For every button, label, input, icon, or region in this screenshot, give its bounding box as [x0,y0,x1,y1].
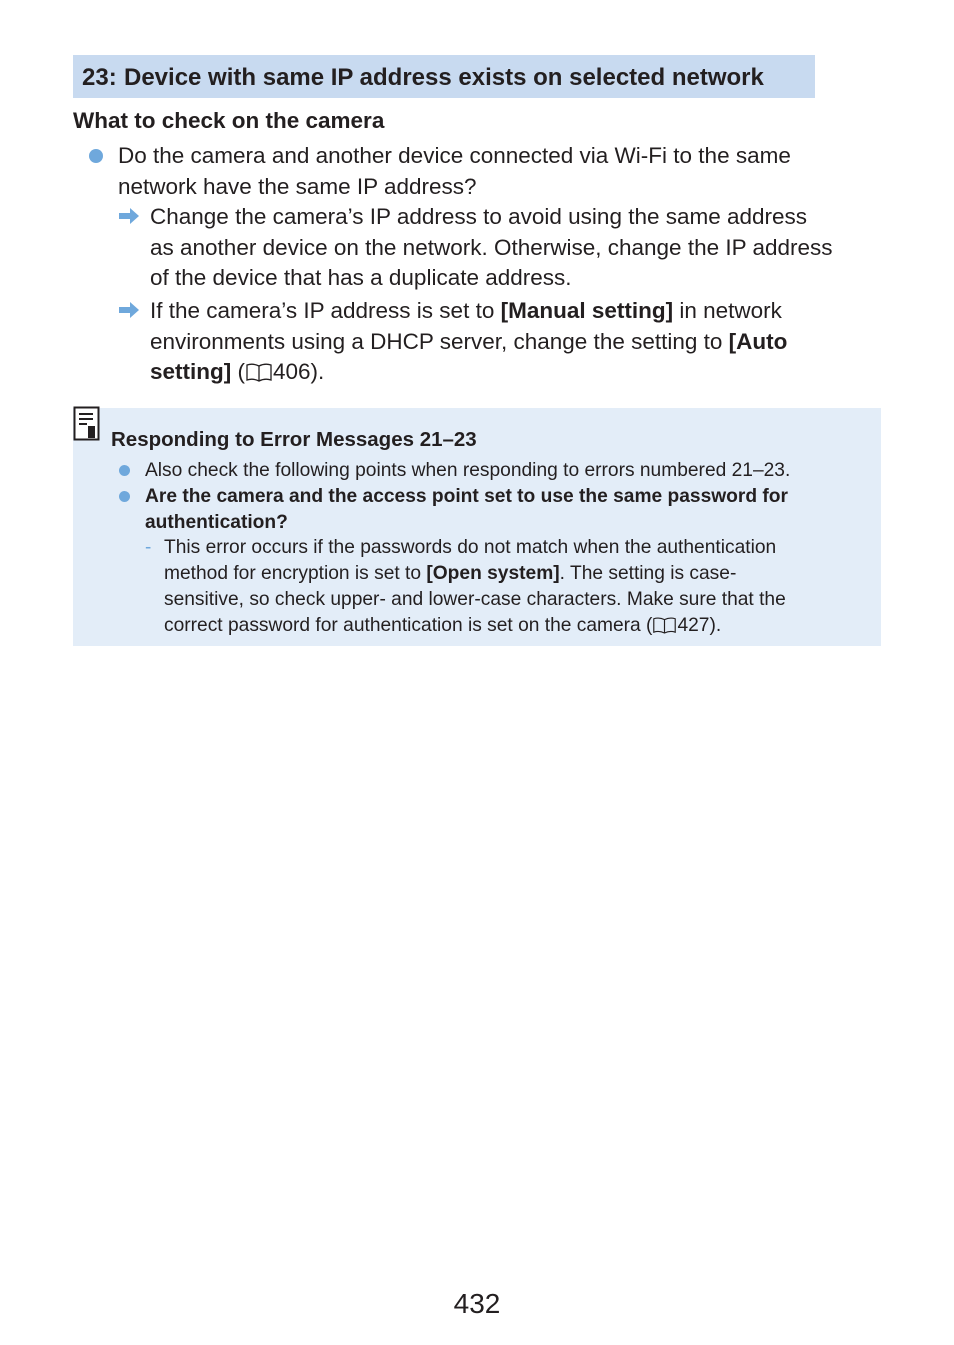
book-reference-icon [245,362,273,382]
note-item [145,484,788,536]
note-subitem-line: sensitive, so check upper- and lower-case characters. Make sure that the [164,589,786,610]
arrow-item-line [150,296,787,327]
note-subitem-line [164,613,786,639]
book-reference-icon [652,616,677,634]
text-run: environments using a DHCP server, change the setting to [150,328,729,354]
text-run: in network [673,298,782,323]
page-reference[interactable]: 427 [677,615,710,636]
arrow-item-line [150,357,787,388]
dash-marker: - [145,537,152,558]
arrow-item-text [150,202,833,294]
note-subitem-line: This error occurs if the passwords do not match when the authentication [164,537,777,558]
note-subitem-line [164,561,786,587]
note-box [73,408,881,646]
setting-name-open-system: [Open system] [426,563,560,584]
text-run: If the camera’s IP address is set to [150,298,501,323]
text-run: ). [709,615,722,636]
memo-note-icon [73,406,101,442]
note-item-line: authentication? [145,512,288,533]
arrow-right-icon [119,208,139,224]
note-title: Responding to Error Messages 21–23 [111,428,477,451]
text-run: . The setting is case- [559,563,737,584]
arrow-right-icon [119,302,139,318]
arrow-item-line [150,327,787,358]
subheading: What to check on the camera [73,108,385,133]
setting-name-manual: [Manual setting] [500,298,674,323]
note-item: Also check the following points when responding to errors numbered 21–23. [145,460,791,481]
setting-name-auto: setting] [150,359,232,384]
arrow-item-line: Change the camera’s IP address to avoid using the same address [150,204,808,229]
bullet-dot-icon [89,149,103,163]
text-run: correct password for authentication is set on the camera ( [164,615,653,636]
arrow-item-line: as another device on the network. Otherwise, change the IP address [150,234,833,260]
setting-name-auto: [Auto [728,328,788,354]
bullet-text [118,141,791,202]
section-number: 23: [82,64,117,91]
text-run: ). [310,359,325,384]
section-title: Device with same IP address exists on selected network [124,64,764,91]
arrow-item-line: of the device that has a duplicate address. [150,265,572,290]
bullet-line: Do the camera and another device connected via Wi-Fi to the same [118,143,791,168]
arrow-item-text [150,296,787,388]
text-run: method for encryption is set to [164,563,427,584]
note-item-line: Are the camera and the access point set to use the same password for [145,486,788,507]
bullet-dot-icon [119,465,130,476]
section-heading [73,55,815,98]
text-run: ( [231,359,245,384]
bullet-line: network have the same IP address? [118,173,477,199]
note-subitem [164,535,786,639]
page-number: 432 [453,1288,501,1319]
bullet-dot-icon [119,491,130,502]
page-reference[interactable]: 406 [273,359,311,384]
